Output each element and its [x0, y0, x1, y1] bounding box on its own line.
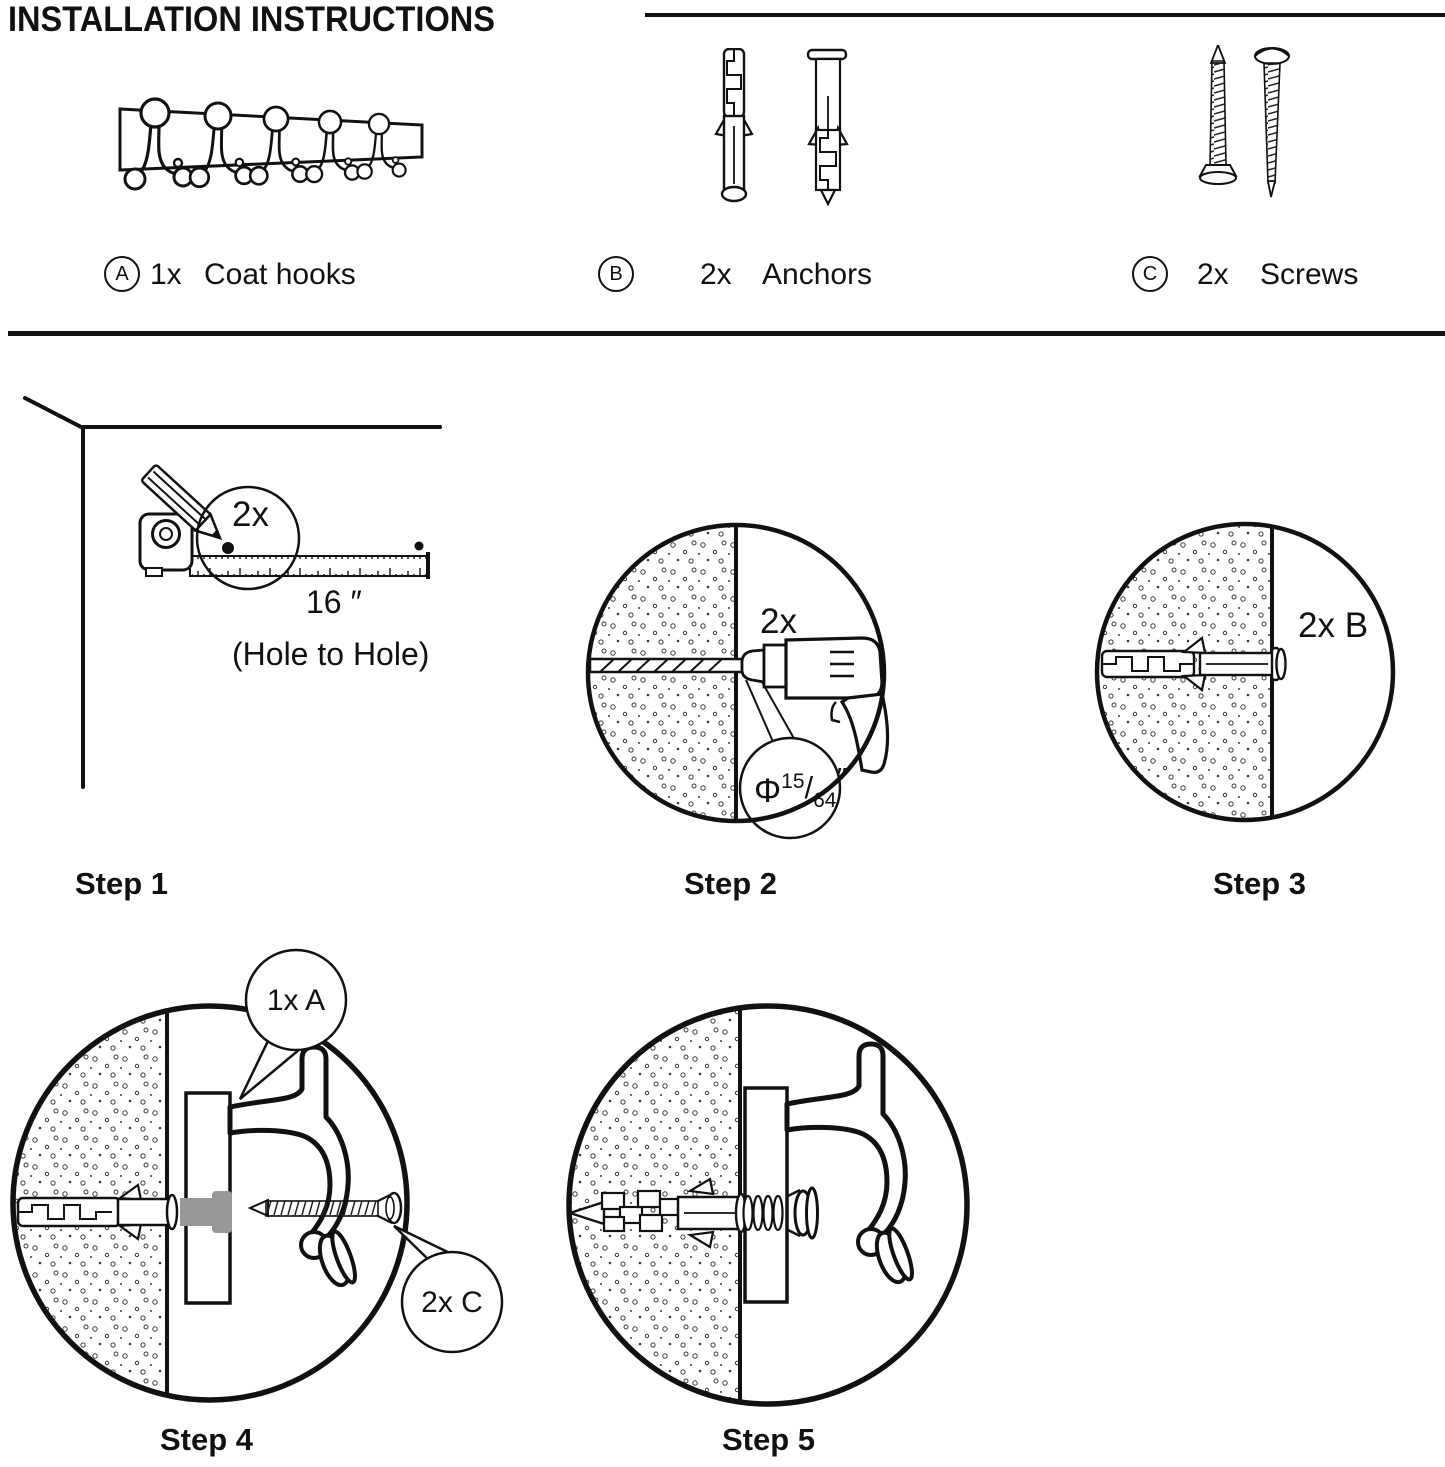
callout-a-label: 1x A	[266, 984, 326, 1017]
tape-end-hook	[426, 552, 430, 579]
anchor-icon	[716, 49, 752, 201]
drill-bit-icon	[590, 659, 742, 672]
step5-scene	[540, 945, 1010, 1420]
screw-icon	[1255, 48, 1289, 197]
step1-scene	[0, 380, 470, 820]
step3-qty: 2x B	[1298, 606, 1369, 645]
part-a-letter: A	[115, 262, 129, 285]
second-mark-dot	[415, 542, 424, 551]
hook-side-view	[787, 1044, 916, 1287]
part-b-qty: 2x	[700, 258, 732, 291]
step1-qty: 2x	[232, 495, 269, 534]
wall-cross-section	[578, 512, 736, 842]
screws-illustration	[1196, 45, 1306, 207]
part-b-badge	[598, 256, 634, 292]
pencil-mark-dot	[222, 542, 234, 554]
part-b-letter: B	[609, 262, 623, 285]
tape-measure-icon	[140, 514, 430, 579]
callout-part-a	[240, 950, 346, 1099]
drill-size-callout	[740, 680, 847, 838]
coat-hooks-rack-illustration	[100, 82, 445, 257]
step4-scene	[0, 945, 515, 1420]
step2-qty: 2x	[760, 602, 797, 641]
part-c-letter: C	[1142, 262, 1158, 285]
step5-label: Step 5	[722, 1422, 816, 1457]
screw-icon	[1200, 45, 1236, 184]
drill-diameter-label: $\Phi^{15}/_{64}''$	[754, 763, 847, 812]
callout-c-label: 2x C	[421, 1286, 483, 1319]
part-c-name: Screws	[1260, 258, 1359, 291]
step2-label: Step 2	[684, 866, 778, 901]
section-divider	[8, 331, 1445, 336]
step2-scene	[578, 512, 898, 842]
title-rule	[645, 13, 1445, 17]
rack-board-side	[745, 1088, 787, 1302]
hole-to-hole-note: (Hole to Hole)	[232, 636, 430, 672]
wall-corner-lines	[25, 398, 440, 787]
part-b-name: Anchors	[762, 258, 873, 291]
anchors-illustration	[712, 48, 852, 213]
step4-label: Step 4	[160, 1422, 254, 1457]
callout-part-c	[394, 1226, 502, 1352]
anchor-icon	[808, 50, 847, 204]
part-a-name: Coat hooks	[204, 258, 356, 291]
page-title: INSTALLATION INSTRUCTIONS	[8, 0, 496, 39]
part-a-badge	[104, 256, 140, 292]
distance-label: 16 ″	[306, 584, 362, 620]
part-c-badge	[1132, 256, 1168, 292]
step3-label: Step 3	[1213, 866, 1307, 901]
part-c-qty: 2x	[1197, 258, 1229, 291]
step3-scene	[1088, 512, 1408, 832]
step1-label: Step 1	[75, 866, 169, 901]
part-a-qty: 1x	[150, 258, 182, 291]
